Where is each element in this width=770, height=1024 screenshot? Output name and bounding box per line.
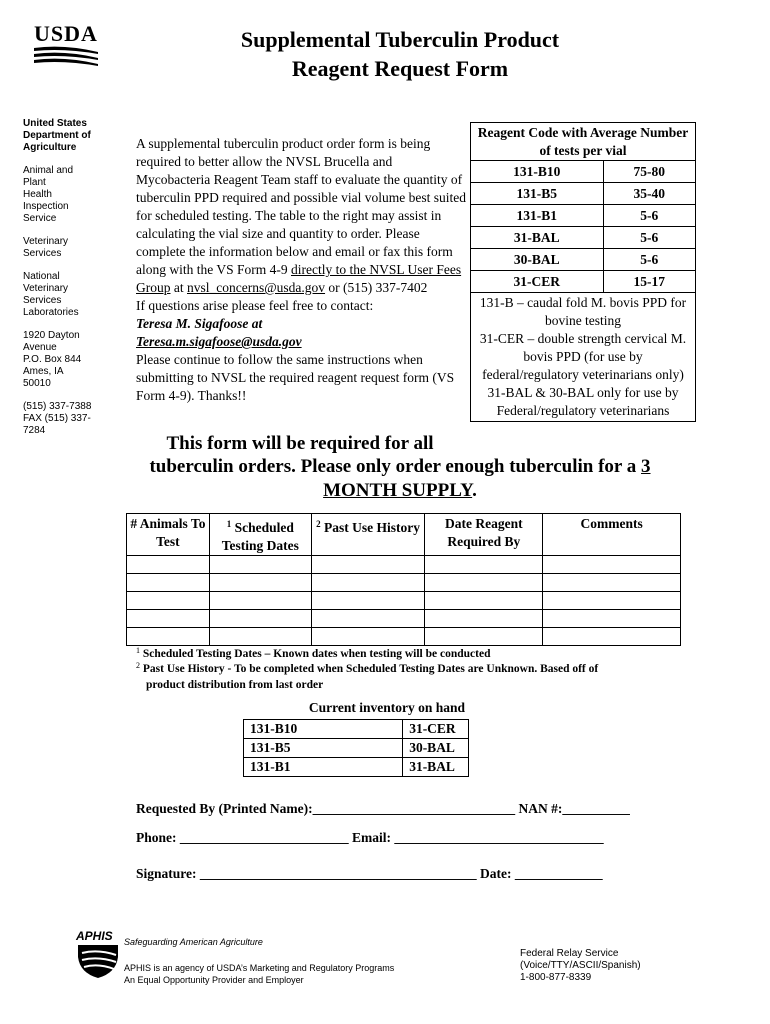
- inventory-cell[interactable]: 31-CER: [403, 720, 469, 739]
- intro-text: [136, 135, 466, 405]
- reagent-code: 131-B10: [471, 161, 604, 183]
- order-cell[interactable]: [425, 574, 543, 592]
- signature-date-field[interactable]: Signature: _________________________________________ Date: _____________: [136, 866, 603, 881]
- agency-sidebar: [23, 118, 113, 448]
- notice-month-supply: MONTH SUPPLY: [323, 480, 473, 501]
- order-cell[interactable]: [127, 574, 210, 592]
- inventory-cell[interactable]: 131-B1: [244, 758, 403, 777]
- table-row: [127, 592, 681, 610]
- nvsl-line: Services: [23, 295, 62, 306]
- notice-three: 3: [641, 456, 651, 477]
- dept-line: United States: [23, 118, 87, 129]
- col-label: Past Use History: [324, 520, 421, 535]
- order-table-header: [127, 514, 681, 556]
- notice-line-2: tuberculin orders. Please only order enough tuberculin for a: [149, 456, 642, 477]
- intro-phone: or (515) 337-7402: [325, 280, 428, 295]
- inventory-cell[interactable]: 31-BAL: [403, 758, 469, 777]
- agency-line: Animal and: [23, 165, 74, 176]
- order-cell[interactable]: [209, 556, 311, 574]
- aphis-agency-text: [124, 962, 394, 986]
- order-cell[interactable]: [425, 556, 543, 574]
- dept-block: [23, 118, 113, 154]
- vs-block: [23, 236, 113, 260]
- table-row: [244, 739, 469, 758]
- agency-line: Plant: [23, 177, 46, 188]
- inventory-title: Current inventory on hand: [308, 700, 466, 715]
- agency-footer-line: An Equal Opportunity Provider and Employer: [124, 975, 304, 985]
- agency-line: Service: [23, 213, 57, 224]
- footnote-sup: 1: [136, 646, 140, 655]
- col-animals: [127, 514, 210, 556]
- note-line: 131-B – caudal fold M. bovis PPD for bovine testing: [479, 295, 687, 328]
- order-cell[interactable]: [543, 592, 681, 610]
- reagent-code: 31-CER: [471, 271, 604, 293]
- aphis-logo-text: APHIS: [76, 929, 113, 943]
- nvsl-line: Veterinary: [23, 283, 69, 294]
- phone-line: FAX (515) 337-: [23, 413, 91, 424]
- reagent-table-header: Reagent Code with Average Number of tests per vial: [471, 123, 696, 161]
- relay-service: [520, 948, 641, 984]
- agency-name-block: [23, 165, 113, 225]
- order-cell[interactable]: [127, 592, 210, 610]
- table-row: [471, 183, 696, 205]
- phone-line: 7284: [23, 425, 46, 436]
- nvsl-email-link[interactable]: nvsl_concerns@usda.gov: [187, 280, 326, 295]
- order-cell[interactable]: [311, 556, 425, 574]
- dept-line: Department of: [23, 130, 91, 141]
- note-line: 31-CER – double strength cervical M. bovis PPD (for use by federal/regulatory veterinarians only): [479, 331, 687, 382]
- inventory-table: [243, 719, 469, 777]
- vs-line: Veterinary: [23, 236, 69, 247]
- reagent-tests: 5-6: [603, 205, 695, 227]
- intro-paragraph: A supplemental tuberculin product order form is being required to better allow the NVSL Brucella and Mycobacteria Reagent Team staff to evaluate the quantity of tuberculin PPD required and possible vial volume best suited for scheduled testing. The table to the right may assist in calculating the vial size and quantity to order. Please complete the information below and email or fax this form along with the VS Form 4-9: [136, 136, 466, 277]
- relay-line: 1-800-877-8339: [520, 972, 592, 983]
- col-label: Comments: [580, 516, 643, 531]
- order-cell[interactable]: [425, 592, 543, 610]
- table-row: [471, 161, 696, 183]
- col-label: Scheduled Testing Dates: [221, 520, 299, 553]
- reagent-tests: 35-40: [603, 183, 695, 205]
- footnote-text: Past Use History - To be completed when Scheduled Testing Dates are Unknown. Based off of: [142, 663, 599, 675]
- order-cell[interactable]: [425, 610, 543, 628]
- table-row: [471, 205, 696, 227]
- table-row: [127, 610, 681, 628]
- reagent-code: 30-BAL: [471, 249, 604, 271]
- usda-logo-hills-icon: [34, 46, 98, 68]
- table-row: [127, 556, 681, 574]
- order-cell[interactable]: [209, 610, 311, 628]
- reagent-code: 131-B5: [471, 183, 604, 205]
- aphis-tagline: Safeguarding American Agriculture: [124, 937, 263, 947]
- address-line: Avenue: [23, 342, 57, 353]
- table-row: [471, 227, 696, 249]
- reagent-code-table: [470, 122, 696, 422]
- col-comments: [543, 514, 681, 556]
- col-scheduled-dates: [209, 514, 311, 556]
- agency-line: Inspection: [23, 201, 69, 212]
- table-row: [471, 249, 696, 271]
- user-fees-text: directly to the NVSL User Fees Group: [136, 262, 462, 295]
- reagent-note: [471, 293, 696, 422]
- order-cell[interactable]: [311, 610, 425, 628]
- vs-line: Services: [23, 248, 62, 259]
- address-line: P.O. Box 844: [23, 354, 82, 365]
- usda-logo: [34, 22, 98, 70]
- reagent-tests: 75-80: [603, 161, 695, 183]
- title-line-1: Supplemental Tuberculin Product: [240, 27, 560, 52]
- note-line: 31-BAL & 30-BAL only for use by Federal/regulatory veterinarians: [487, 385, 679, 418]
- aphis-shield-icon: [76, 943, 120, 979]
- notice-period: .: [472, 480, 477, 501]
- inventory-cell[interactable]: 30-BAL: [403, 739, 469, 758]
- footnote-sup: 2: [136, 661, 140, 670]
- contact-name: Teresa M. Sigafoose at: [136, 316, 263, 331]
- col-past-use: [311, 514, 425, 556]
- address-line: Ames, IA: [23, 366, 64, 377]
- reagent-tests: 15-17: [603, 271, 695, 293]
- reagent-code: 131-B1: [471, 205, 604, 227]
- nvsl-line: Laboratories: [23, 307, 79, 318]
- footnote-text: product distribution from last order: [146, 679, 324, 691]
- order-cell[interactable]: [209, 574, 311, 592]
- page-title: [150, 25, 650, 83]
- requested-by-field[interactable]: Requested By (Printed Name):______________________________ NAN #:__________: [136, 801, 630, 816]
- usda-logo-text: USDA: [34, 21, 98, 46]
- phone-block: [23, 401, 113, 437]
- footnote-text: Scheduled Testing Dates – Known dates when testing will be conducted: [142, 648, 491, 660]
- notice-line-1: This form will be required for all: [166, 433, 434, 454]
- order-cell[interactable]: [311, 592, 425, 610]
- contact-email-link[interactable]: Teresa.m.sigafoose@usda.gov: [136, 334, 302, 349]
- title-line-2: Reagent Request Form: [291, 56, 509, 81]
- col-sup: 1: [226, 519, 232, 529]
- col-label: # Animals To Test: [130, 516, 206, 549]
- table-row: [471, 271, 696, 293]
- relay-line: (Voice/TTY/ASCII/Spanish): [520, 960, 641, 971]
- inventory-cell[interactable]: 131-B5: [244, 739, 403, 758]
- reagent-tests: 5-6: [603, 227, 695, 249]
- inventory-cell[interactable]: 131-B10: [244, 720, 403, 739]
- table-row: [244, 720, 469, 739]
- order-cell[interactable]: [543, 556, 681, 574]
- address-line: 50010: [23, 378, 51, 389]
- footnote-2: [136, 658, 696, 693]
- order-cell[interactable]: [127, 556, 210, 574]
- questions-line: If questions arise please feel free to contact:: [136, 298, 374, 313]
- reagent-tests: 5-6: [603, 249, 695, 271]
- order-table: [126, 513, 681, 646]
- reagent-code: 31-BAL: [471, 227, 604, 249]
- table-row: [127, 574, 681, 592]
- phone-email-field[interactable]: Phone: _________________________ Email: _______________________________: [136, 830, 604, 845]
- order-cell[interactable]: [127, 610, 210, 628]
- nvsl-line: National: [23, 271, 60, 282]
- agency-footer-line: APHIS is an agency of USDA’s Marketing and Regulatory Programs: [124, 963, 395, 973]
- phone-line: (515) 337-7388: [23, 401, 92, 412]
- table-row: [244, 758, 469, 777]
- order-cell[interactable]: [209, 592, 311, 610]
- address-line: 1920 Dayton: [23, 330, 80, 341]
- col-label: Date Reagent Required By: [445, 516, 523, 549]
- order-cell[interactable]: [543, 610, 681, 628]
- col-date-required: [425, 514, 543, 556]
- aphis-logo: [76, 930, 122, 980]
- intro-at: at: [170, 280, 187, 295]
- relay-line: Federal Relay Service: [520, 948, 619, 959]
- order-cell[interactable]: [543, 574, 681, 592]
- dept-line: Agriculture: [23, 142, 77, 153]
- nvsl-block: [23, 271, 113, 319]
- agency-line: Health: [23, 189, 52, 200]
- order-cell[interactable]: [311, 574, 425, 592]
- instructions-paragraph: Please continue to follow the same instructions when submitting to NVSL the required reagent request form (VS Form 4-9). Thanks!!: [136, 352, 455, 403]
- col-sup: 2: [316, 519, 321, 529]
- address-block: [23, 330, 113, 390]
- notice-block: [120, 455, 680, 503]
